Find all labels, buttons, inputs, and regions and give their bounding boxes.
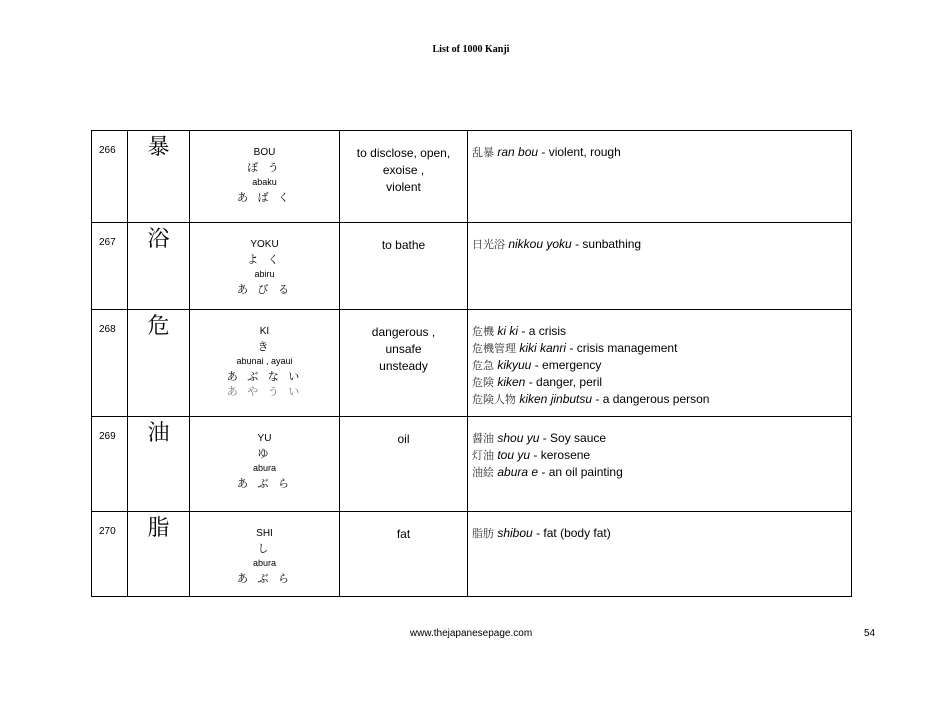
kun-reading: abunai , ayaui [236, 356, 293, 366]
on-reading: BOU [253, 147, 276, 158]
kun-reading: abaku [252, 177, 277, 187]
example-english: - kerosene [533, 448, 591, 462]
example-japanese: 灯油 [472, 449, 494, 462]
kanji-row [92, 223, 852, 310]
footer-url: www.thejapanesepage.com [409, 628, 533, 639]
example-japanese: 乱暴 [472, 146, 494, 159]
example-romaji: shibou [497, 526, 533, 540]
example-english: - danger, peril [528, 375, 603, 389]
meaning-line: unsteady [379, 359, 428, 373]
on-reading: YOKU [250, 239, 279, 250]
meaning-line: to bathe [381, 238, 426, 252]
kanji-row [92, 512, 852, 597]
kun-reading: abiru [254, 269, 275, 279]
on-reading-kana: し [257, 542, 272, 555]
example-romaji: kiken [497, 375, 526, 389]
example-romaji: nikkou yoku [508, 237, 572, 251]
example-line [472, 357, 851, 374]
kanji-character: 暴 [128, 131, 190, 223]
example-english: - a crisis [521, 324, 567, 338]
on-reading-kana: き [257, 340, 272, 353]
meaning-line: dangerous , [371, 325, 436, 339]
on-reading: YU [257, 433, 272, 444]
meaning-line: unsafe [385, 342, 422, 356]
kun-reading-kana: あ ぶ な い [226, 370, 303, 383]
example-line [472, 464, 851, 481]
example-line [472, 340, 851, 357]
on-reading-kana: よ く [247, 253, 282, 266]
example-english: - fat (body fat) [536, 526, 611, 540]
kanji-row [92, 310, 852, 417]
example-line [472, 236, 851, 253]
example-romaji: tou yu [497, 448, 531, 462]
meaning-cell [340, 223, 468, 310]
entry-number: 266 [92, 131, 128, 223]
example-line [472, 323, 851, 340]
example-romaji: shou yu [497, 431, 540, 445]
entry-number: 270 [92, 512, 128, 597]
kun-reading-kana: あ ぶ ら [237, 572, 292, 585]
page-title: List of 1000 Kanji [432, 44, 510, 55]
meaning-line: fat [396, 527, 411, 541]
examples-cell [468, 131, 852, 223]
kun-reading: abura [252, 558, 277, 568]
meaning-cell [340, 512, 468, 597]
meaning-line: to disclose, open, [356, 146, 451, 160]
example-romaji: ki ki [497, 324, 519, 338]
example-japanese: 危急 [472, 359, 494, 372]
kun-reading: abura [252, 463, 277, 473]
on-reading: KI [259, 326, 270, 337]
example-english: - a dangerous person [595, 392, 710, 406]
meaning-line: oil [397, 432, 410, 446]
examples-cell [468, 310, 852, 417]
entry-number: 269 [92, 417, 128, 512]
readings-cell [190, 417, 340, 512]
on-reading-kana: ゆ [257, 447, 272, 460]
kanji-character: 浴 [128, 223, 190, 310]
example-japanese: 危険人物 [472, 393, 516, 406]
example-line [472, 447, 851, 464]
example-japanese: 油絵 [472, 466, 494, 479]
example-english: - emergency [534, 358, 602, 372]
example-line [472, 391, 851, 408]
example-romaji: abura e [497, 465, 539, 479]
entry-number: 268 [92, 310, 128, 417]
example-line [472, 374, 851, 391]
example-line [472, 430, 851, 447]
kun-reading-kana: あ や う い [226, 385, 303, 398]
examples-cell [468, 223, 852, 310]
kanji-row [92, 417, 852, 512]
on-reading-kana: ぼ う [247, 161, 282, 174]
kun-reading-kana: あ ぶ ら [237, 477, 292, 490]
example-line [472, 144, 851, 161]
example-romaji: ran bou [497, 145, 539, 159]
example-english: - crisis management [569, 341, 678, 355]
example-english: - violent, rough [541, 145, 621, 159]
readings-cell [190, 223, 340, 310]
meaning-cell [340, 310, 468, 417]
readings-cell [190, 512, 340, 597]
kanji-row [92, 131, 852, 223]
kanji-character: 危 [128, 310, 190, 417]
readings-cell [190, 310, 340, 417]
examples-cell [468, 512, 852, 597]
example-japanese: 危機管理 [472, 342, 516, 355]
page-number: 54 [864, 628, 876, 639]
example-romaji: kikyuu [497, 358, 532, 372]
example-japanese: 危険 [472, 376, 494, 389]
kanji-table [91, 130, 852, 597]
entry-number: 267 [92, 223, 128, 310]
example-english: - Soy sauce [542, 431, 607, 445]
meaning-cell [340, 417, 468, 512]
example-japanese: 醤油 [472, 432, 494, 445]
example-line [472, 525, 851, 542]
example-english: - sunbathing [575, 237, 642, 251]
kanji-character: 脂 [128, 512, 190, 597]
example-japanese: 危機 [472, 325, 494, 338]
example-english: - an oil painting [541, 465, 623, 479]
readings-cell [190, 131, 340, 223]
kun-reading-kana: あ ば く [237, 191, 292, 204]
example-romaji: kiken jinbutsu [519, 392, 593, 406]
kun-reading-kana: あ び る [237, 283, 292, 296]
example-japanese: 脂肪 [472, 527, 494, 540]
meaning-line: violent [386, 180, 421, 194]
example-japanese: 日光浴 [472, 238, 505, 251]
meaning-cell [340, 131, 468, 223]
meaning-line: exoise , [382, 163, 425, 177]
kanji-character: 油 [128, 417, 190, 512]
examples-cell [468, 417, 852, 512]
on-reading: SHI [256, 528, 273, 539]
example-romaji: kiki kanri [519, 341, 567, 355]
